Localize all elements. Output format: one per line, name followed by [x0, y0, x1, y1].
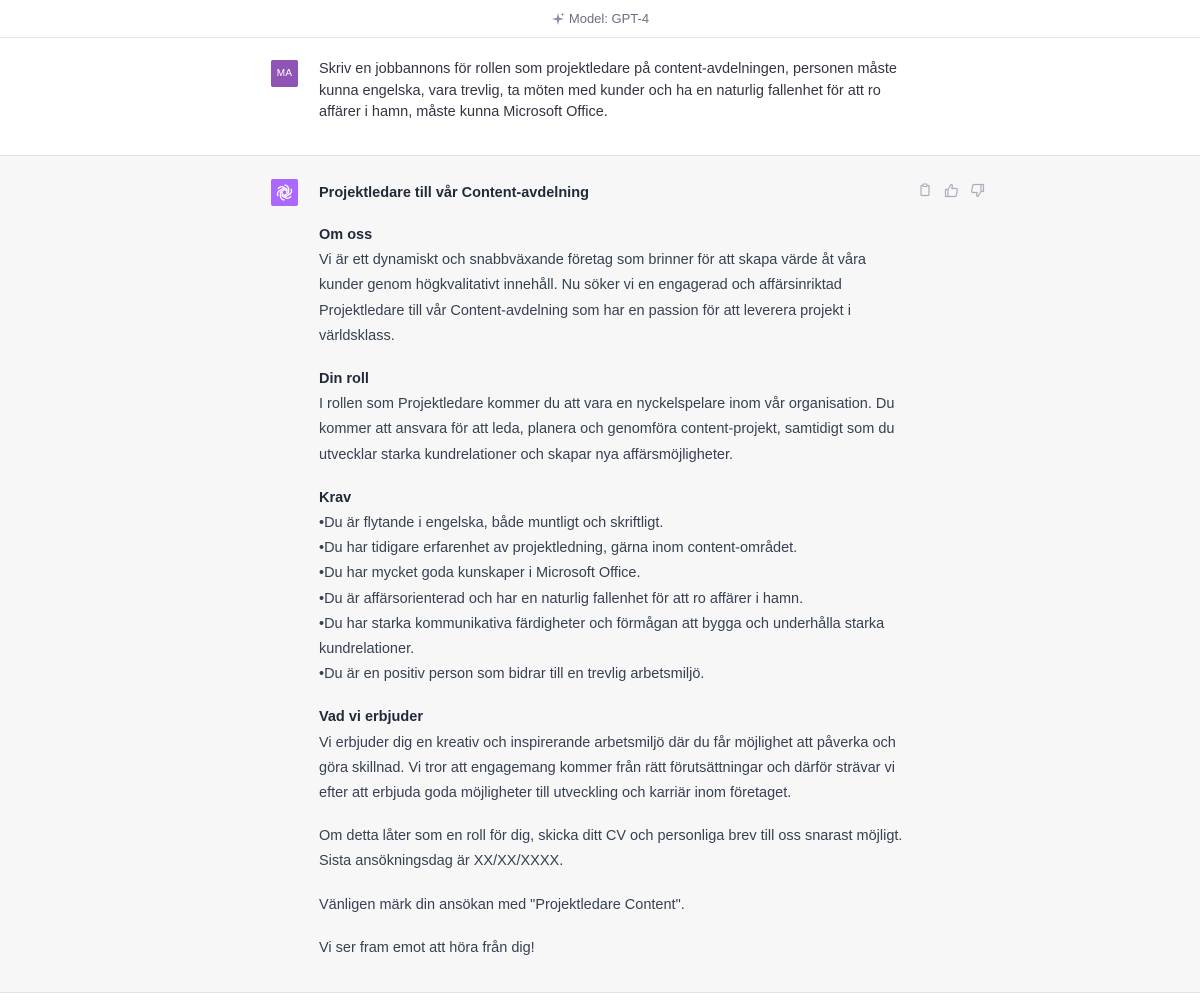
section-body: I rollen som Projektledare kommer du att vara en nyckelspelare inom vår organisation. Du kommer att ansvara för att leda, planera och genomföra content-projekt, samtidigt som du utvecklar starka kundrelationer och skapar nya affärsmöjligheter.	[319, 396, 895, 463]
section-krav	[319, 486, 909, 688]
model-header	[0, 0, 1200, 38]
section-body: Vi är ett dynamiskt och snabbväxande företag som brinner för att skapa värde åt våra kunder genom högkvalitativt innehåll. Nu söker vi en engagerad och affärsinriktad Projektledare till vår Content-avdelning som har en passion för att leverera projekt i världsklass.	[319, 252, 866, 344]
closing-paragraph: Om detta låter som en roll för dig, skicka ditt CV och personliga brev till oss snarast möjligt. Sista ansökningsdag är XX/XX/XXXX.	[319, 828, 903, 870]
user-message-text: Skriv en jobbannons för rollen som projektledare på content-avdelningen, personen måste kunna engelska, vara trevlig, ta möten med kunder och ha en naturlig fallenhet för att ro affärer i hamn, måste kunna Microsoft Office.	[319, 61, 897, 120]
section-din-roll	[319, 367, 909, 468]
section-heading: Krav	[319, 489, 352, 506]
thumbs-down-icon[interactable]	[969, 182, 985, 198]
list-item: • Du är en positiv person som bidrar till en trevlig arbetsmiljö.	[319, 662, 909, 687]
section-vad-vi-erbjuder	[319, 705, 909, 806]
assistant-message	[0, 156, 1200, 993]
closing-paragraph: Vi ser fram emot att höra från dig!	[319, 939, 535, 956]
section-om-oss	[319, 223, 909, 349]
user-message	[0, 38, 1200, 156]
answer-title: Projektledare till vår Content-avdelning	[319, 185, 589, 201]
openai-logo-icon	[275, 183, 294, 202]
user-avatar-initials: MA	[276, 68, 293, 79]
thumbs-up-icon[interactable]	[943, 182, 959, 198]
list-item: • Du har mycket goda kunskaper i Microsoft Office.	[319, 561, 909, 586]
list-item: • Du är flytande i engelska, både muntligt och skriftligt.	[319, 511, 909, 536]
section-heading: Vad vi erbjuder	[319, 709, 423, 726]
closing-paragraph: Vänligen märk din ansökan med "Projektledare Content".	[319, 896, 685, 913]
list-item: • Du har tidigare erfarenhet av projektledning, gärna inom content-området.	[319, 536, 909, 561]
assistant-avatar	[271, 179, 298, 206]
user-avatar	[271, 60, 298, 87]
message-actions	[917, 182, 985, 198]
section-heading: Om oss	[319, 227, 373, 243]
model-label: Model: GPT-4	[568, 11, 650, 26]
copy-icon[interactable]	[917, 182, 933, 198]
assistant-answer	[319, 180, 909, 979]
list-item: • Du är affärsorienterad och har en naturlig fallenhet för att ro affärer i hamn.	[319, 587, 909, 612]
section-heading: Din roll	[319, 371, 369, 388]
list-item: • Du har starka kommunikativa färdigheter och förmågan att bygga och underhålla starka kundrelationer.	[319, 612, 909, 662]
sparkle-icon	[551, 12, 565, 26]
section-body: Vi erbjuder dig en kreativ och inspirerande arbetsmiljö där du får möjlighet att påverka och göra skillnad. Vi tror att engagemang kommer från rätt förutsättningar och därför strävar vi efter att erbjuda goda möjligheter till utveckling och karriär inom företaget.	[319, 734, 896, 802]
